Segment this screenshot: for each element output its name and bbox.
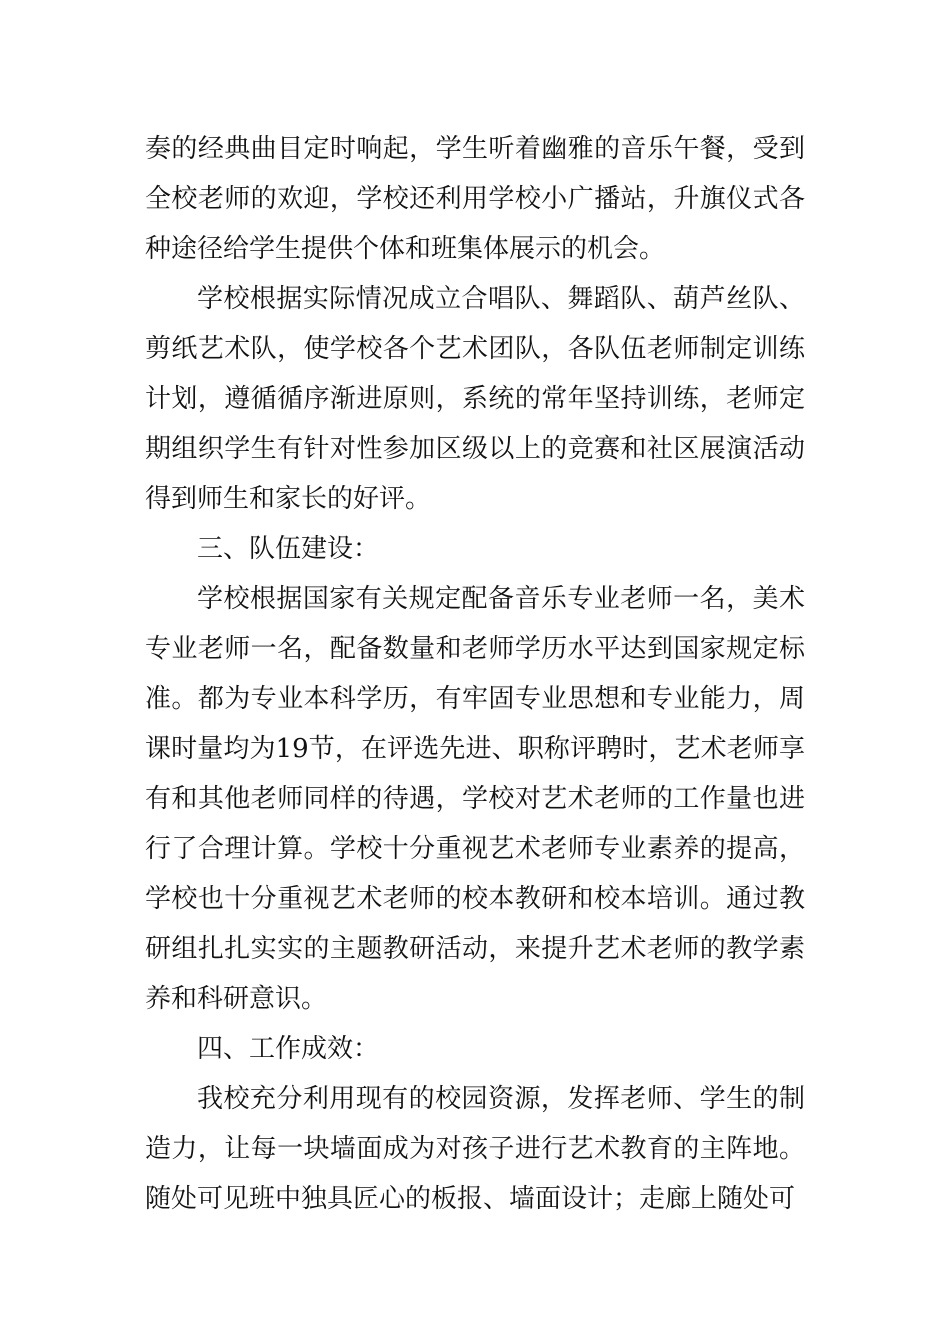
paragraph-campus-resources: 我校充分利用现有的校园资源，发挥老师、学生的制造力，让每一块墙面成为对孩子进行艺术教育的主阵地。随处可见班中独具匠心的板报、墙面设计；走廊上随处可 [145, 1084, 805, 1214]
paragraph-art-teams: 学校根据实际情况成立合唱队、舞蹈队、葫芦丝队、剪纸艺术队，使学校各个艺术团队，各队伍老师制定训练计划，遵循循序渐进原则，系统的常年坚持训练，老师定期组织学生有针对性参加区级以上的竞赛和社区展演活动得到师生和家长的好评。 [145, 284, 805, 514]
document-body [145, 124, 805, 1224]
paragraph-continuation: 奏的经典曲目定时响起，学生听着幽雅的音乐午餐，受到全校老师的欢迎，学校还利用学校小广播站，升旗仪式各种途径给学生提供个体和班集体展示的机会。 [145, 134, 805, 264]
section-heading-work-results: 四、工作成效： [197, 1034, 380, 1064]
paragraph-teacher-staffing: 学校根据国家有关规定配备音乐专业老师一名，美术专业老师一名，配备数量和老师学历水平达到国家规定标准。都为专业本科学历，有牢固专业思想和专业能力，周课时量均为19节，在评选先进、职称评聘时，艺术老师享有和其他老师同样的待遇，学校对艺术老师的工作量也进行了合理计算。学校十分重视艺术老师专业素养的提高，学校也十分重视艺术老师的校本教研和校本培训。通过教研组扎扎实实的主题教研活动，来提升艺术老师的教学素养和科研意识。 [145, 584, 805, 1014]
section-heading-team-building: 三、队伍建设： [197, 534, 380, 564]
